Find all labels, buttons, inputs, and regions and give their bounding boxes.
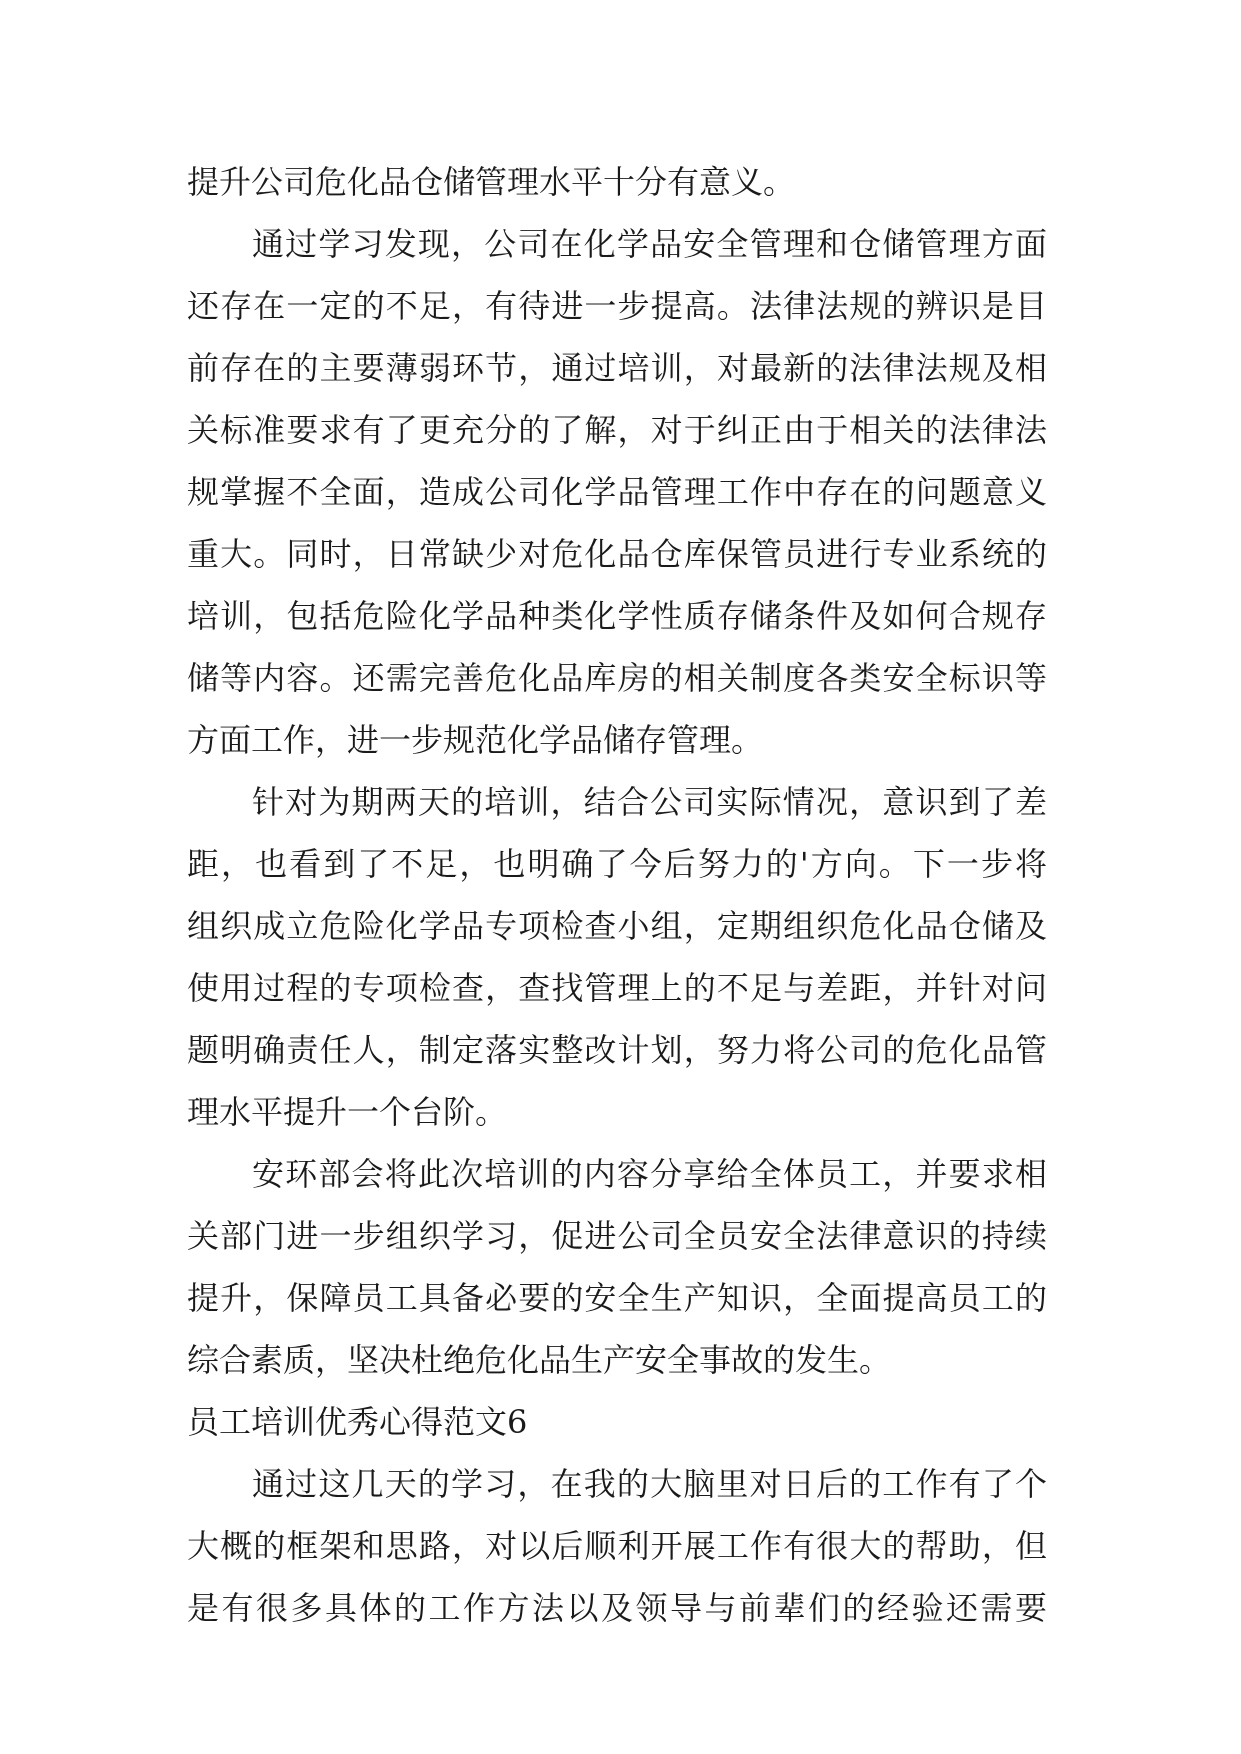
- text-line: 通过学习发现，公司在化学品安全管理和仓储管理方面: [252, 225, 1047, 263]
- text-line: 安环部会将此次培训的内容分享给全体员工，并要求相: [252, 1155, 1047, 1193]
- text-line: 通过这几天的学习，在我的大脑里对日后的工作有了个: [252, 1465, 1047, 1503]
- text-line: 提升公司危化品仓储管理水平十分有意义。: [187, 163, 796, 201]
- text-line: 大概的框架和思路，对以后顺利开展工作有很大的帮助，但: [187, 1527, 1047, 1565]
- text-line: 重大。同时，日常缺少对危化品仓库保管员进行专业系统的: [187, 535, 1047, 573]
- text-line: 针对为期两天的培训，结合公司实际情况，意识到了差: [252, 783, 1047, 821]
- text-line: 培训，包括危险化学品种类化学性质存储条件及如何合规存: [187, 597, 1047, 635]
- text-line: 规掌握不全面，造成公司化学品管理工作中存在的问题意义: [187, 473, 1047, 511]
- text-line: 距，也看到了不足，也明确了今后努力的'方向。下一步将: [187, 845, 1047, 883]
- text-line: 关部门进一步组织学习，促进公司全员安全法律意识的持续: [187, 1217, 1047, 1255]
- text-line: 题明确责任人，制定落实整改计划，努力将公司的危化品管: [187, 1031, 1047, 1069]
- section-heading: 员工培训优秀心得范文6: [187, 1403, 528, 1441]
- text-line: 前存在的主要薄弱环节，通过培训，对最新的法律法规及相: [187, 349, 1047, 387]
- text-line: 提升，保障员工具备必要的安全生产知识，全面提高员工的: [187, 1279, 1047, 1317]
- text-line: 储等内容。还需完善危化品库房的相关制度各类安全标识等: [187, 659, 1047, 697]
- text-line: 组织成立危险化学品专项检查小组，定期组织危化品仓储及: [187, 907, 1047, 945]
- text-line: 理水平提升一个台阶。: [187, 1093, 508, 1131]
- text-line: 是有很多具体的工作方法以及领导与前辈们的经验还需要: [187, 1589, 1047, 1627]
- text-line: 方面工作，进一步规范化学品储存管理。: [187, 721, 764, 759]
- text-line: 使用过程的专项检查，查找管理上的不足与差距，并针对问: [187, 969, 1047, 1007]
- text-line: 综合素质，坚决杜绝危化品生产安全事故的发生。: [187, 1341, 892, 1379]
- text-line: 还存在一定的不足，有待进一步提高。法律法规的辨识是目: [187, 287, 1047, 325]
- text-line: 关标准要求有了更充分的了解，对于纠正由于相关的法律法: [187, 411, 1047, 449]
